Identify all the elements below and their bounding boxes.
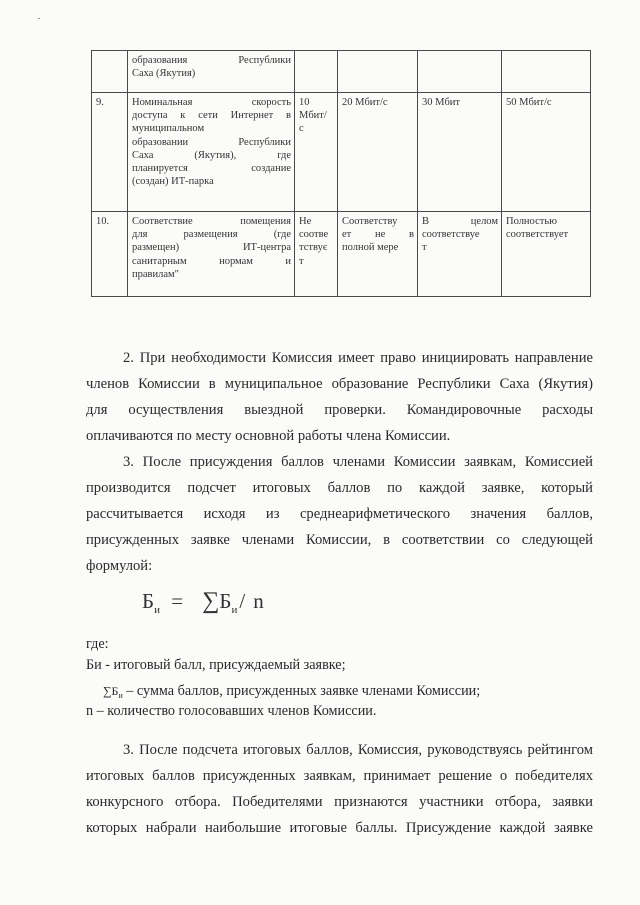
score-cell	[502, 212, 591, 297]
criterion-line: для размещения (где	[132, 229, 291, 241]
score-line: Соответству	[342, 216, 398, 227]
paragraph-line: рассчитывается исходя из среднеарифметического значения баллов,	[86, 506, 593, 522]
criterion-line: доступа к сети Интернет в	[132, 110, 291, 122]
criterion-line: Саха (Якутия)	[132, 68, 196, 80]
paragraph-line: для осуществления выездной проверки. Командировочные расходы	[86, 402, 593, 418]
criterion-line: Саха (Якутия), где	[132, 149, 291, 161]
row-number-cell: 9.	[92, 93, 128, 212]
paragraph-2	[86, 345, 593, 449]
paragraph-line: которых набрали наибольшие итоговые баллы. Присуждение каждой заявке	[86, 820, 593, 836]
score-line: Не	[299, 216, 312, 227]
score-cell	[338, 51, 418, 93]
score-cell	[418, 212, 502, 297]
sum-symbol: $\sum Б_и$	[103, 684, 123, 700]
score-line: тствує	[299, 242, 328, 254]
formula-equals: =	[171, 589, 184, 613]
score-line: полной мере	[342, 242, 399, 254]
paragraph-line: оплачиваются по месту основной работы члена Комиссии.	[86, 428, 451, 444]
score-line: т	[299, 255, 304, 267]
formula-divide: /	[239, 589, 246, 613]
criterion-line: Соответствие помещения	[132, 216, 291, 227]
row-number-cell	[92, 51, 128, 93]
paragraph-line: производится подсчет итоговых баллов по каждой заявке, который	[86, 480, 593, 496]
paragraph-line: 2. При необходимости Комиссия имеет право инициировать направление	[123, 350, 593, 366]
paragraph-line: 3. После присуждения баллов членами Комиссии заявкам, Комиссией	[123, 454, 593, 470]
table-row	[92, 212, 591, 297]
paragraph-3	[86, 449, 593, 579]
score-line: соответствует	[506, 229, 569, 241]
score-cell	[295, 93, 338, 212]
paragraph-line: членов Комиссии в муниципальное образование Республики Саха (Якутия)	[86, 376, 593, 392]
sum-symbol: ∑	[202, 588, 220, 614]
definition-where: где:	[86, 636, 109, 652]
criterion-line: Номинальная скорость	[132, 97, 291, 108]
row-number-cell: 10.	[92, 212, 128, 297]
paragraph-line: конкурсного отбора. Победителями признаются участники отбора, заявки	[86, 794, 593, 810]
criterion-cell	[128, 212, 295, 297]
table-row	[92, 93, 591, 212]
formula-term: Б	[219, 589, 232, 613]
criterion-line: (создан) ИТ-парка	[132, 176, 214, 188]
definition-count: n – количество голосовавших членов Комиссии.	[86, 703, 377, 719]
paragraph-line: формулой:	[86, 558, 153, 574]
score-cell: 30 Мбит	[418, 93, 502, 212]
criterion-cell	[128, 93, 295, 212]
score-line: т	[422, 242, 427, 254]
scan-speck	[38, 18, 40, 19]
definition-final-score: Би - итоговый балл, присуждаемый заявке;	[86, 657, 346, 673]
score-cell	[502, 51, 591, 93]
paragraph-line: 3. После подсчета итоговых баллов, Комиссия, руководствуясь рейтингом	[123, 742, 593, 758]
score-line: соответствуе	[422, 229, 480, 241]
table-row	[92, 51, 591, 93]
paragraph-line: итоговых баллов присужденных заявкам, принимает решение о победителях	[86, 768, 593, 784]
score-formula	[142, 588, 264, 616]
formula-n: n	[253, 589, 264, 613]
score-cell	[295, 51, 338, 93]
score-line: 10	[299, 97, 310, 108]
score-line: Мбит/	[299, 110, 327, 122]
criterion-line: санитарным нормам и	[132, 255, 291, 267]
formula-term-sub: и	[231, 604, 238, 616]
criterion-line: размещен) ИТ-центра	[132, 242, 291, 254]
definition-sum-text: – сумма баллов, присужденных заявке членами Комиссии;	[122, 683, 481, 699]
formula-lhs: Б	[142, 589, 155, 613]
score-cell	[338, 212, 418, 297]
formula-lhs-sub: и	[154, 604, 160, 616]
score-line: соотве	[299, 229, 329, 241]
paragraph-4	[86, 737, 593, 841]
criterion-line: планируется создание	[132, 163, 291, 175]
score-cell	[418, 51, 502, 93]
score-cell: 50 Мбит/с	[502, 93, 591, 212]
score-cell: 20 Мбит/с	[338, 93, 418, 212]
criterion-line: образовании Республики	[132, 136, 291, 148]
score-line: В целом	[422, 216, 498, 227]
criterion-line: образования Республики	[132, 55, 291, 66]
criterion-line: муниципальном	[132, 123, 205, 135]
score-line: Полностью	[506, 216, 557, 227]
score-line: ет не в	[342, 229, 414, 241]
criterion-cell	[128, 51, 295, 93]
criteria-table	[91, 50, 591, 297]
criterion-line: правилам"	[132, 268, 179, 280]
score-line: с	[299, 123, 304, 135]
paragraph-line: присужденных заявке членами Комиссии, в соответствии со следующей	[86, 532, 593, 548]
score-cell	[295, 212, 338, 297]
